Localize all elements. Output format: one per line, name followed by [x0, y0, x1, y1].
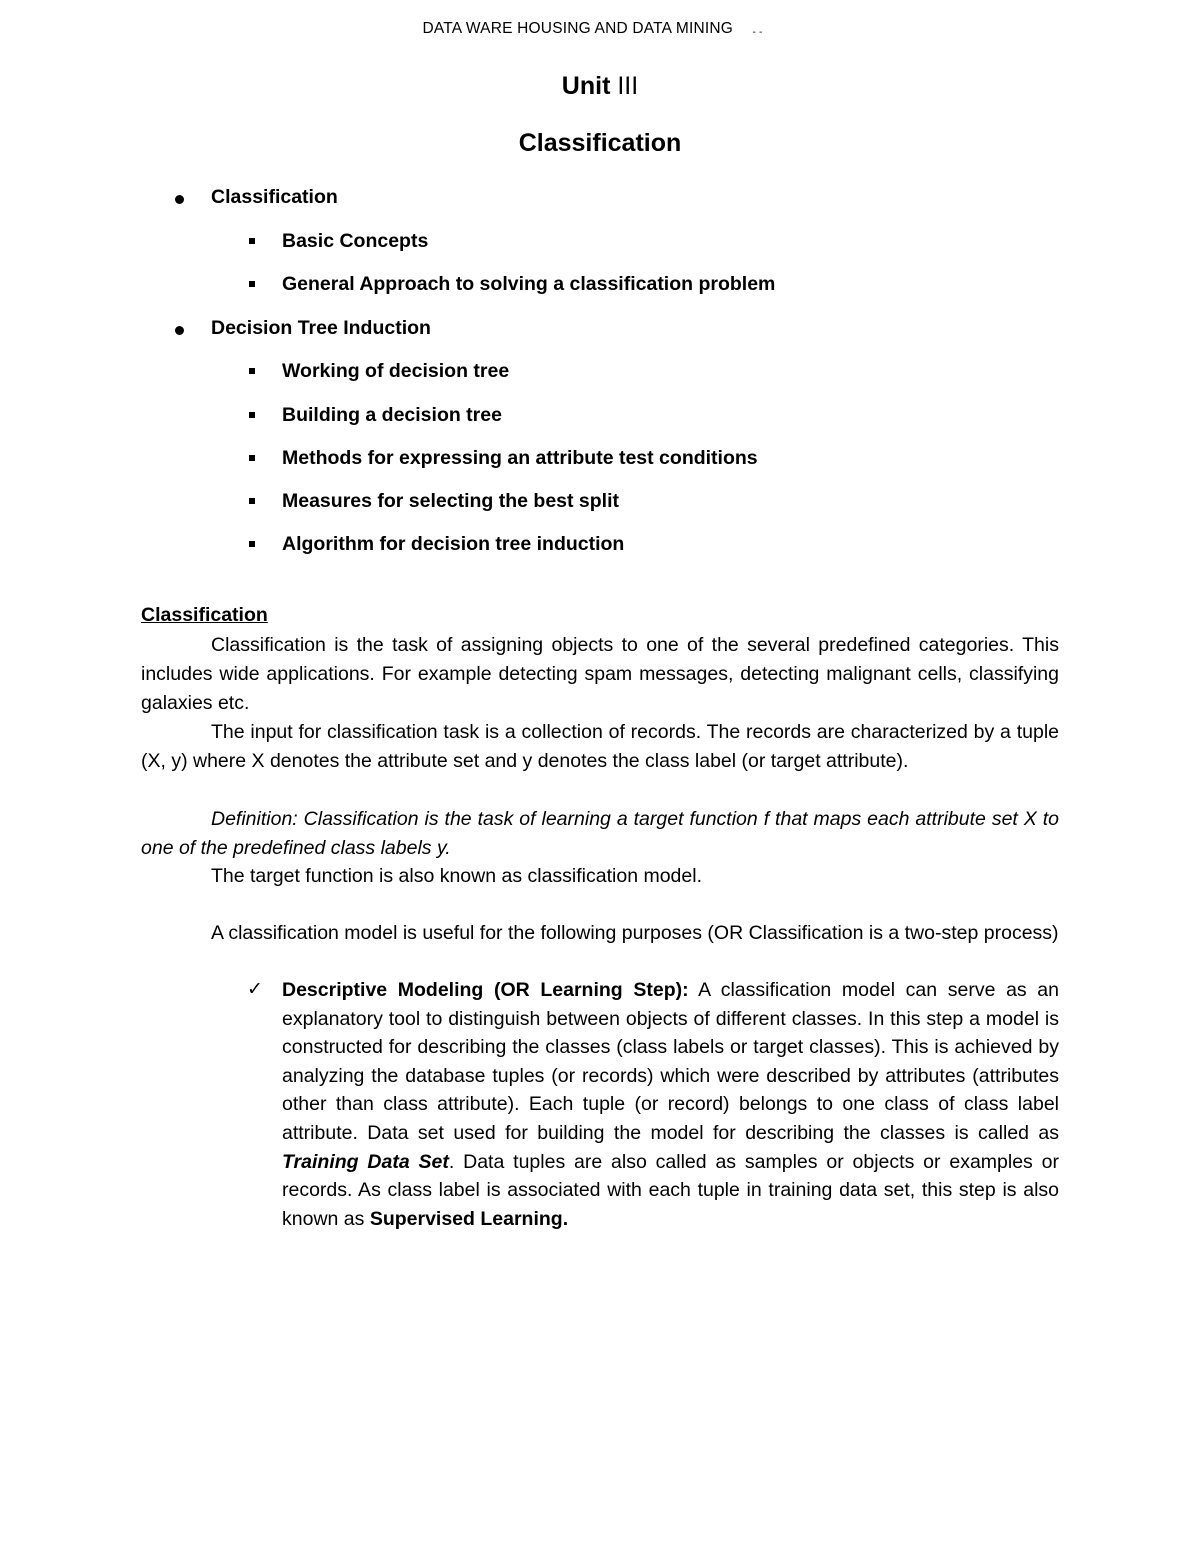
paragraph — [141, 718, 1059, 776]
section-heading: Classification — [141, 604, 268, 626]
bullet-square-icon — [249, 455, 255, 461]
paragraph — [141, 919, 1059, 948]
toc-item: Working of decision tree — [282, 360, 510, 382]
checkmark-icon: ✓ — [247, 979, 263, 1000]
header-marks: - - — [752, 27, 763, 38]
header-text: DATA WARE HOUSING AND DATA MINING — [422, 20, 734, 37]
bullet-dot-icon — [175, 326, 184, 335]
item-term: Training Data Set — [282, 1150, 449, 1173]
toc-section-decision-tree: Decision Tree Induction — [211, 317, 431, 339]
bullet-square-icon — [249, 238, 255, 244]
unit-title — [0, 72, 1200, 101]
toc-item: Measures for selecting the best split — [282, 490, 620, 512]
item-end: Supervised Learning. — [369, 1207, 569, 1230]
paragraph-text: Classification is the task of assigning objects to one of the several predefined categories. This includes wide applications. For example detecting spam messages, detecting malignant cells, classifying galaxies etc. — [141, 634, 1059, 714]
paragraph-text: A classification model is useful for the following purposes (OR Classification is a two-step process) — [211, 922, 1059, 944]
bullet-square-icon — [249, 368, 255, 374]
toc-item: Building a decision tree — [282, 404, 502, 426]
check-list-item — [282, 976, 1059, 1233]
bullet-dot-icon — [175, 195, 184, 204]
item-text: A classification model can serve as an explanatory tool to distinguish between objects of different classes. In this step a model is constructed for describing the classes (class labels or target classes). This is achieved by analyzing the database tuples (or records) which were described by attributes (attributes other than class attribute). Each tuple (or record) belongs to one class of class label attribute. Data set used for building the model for describing the classes is called as — [282, 979, 1059, 1144]
definition-text: Definition: Classification is the task of learning a target function f that maps each attribute set X to one of the predefined class labels y. — [141, 808, 1059, 859]
definition-paragraph — [141, 805, 1059, 863]
bullet-square-icon — [249, 541, 255, 547]
toc-item: Algorithm for decision tree induction — [282, 533, 625, 555]
toc-item: General Approach to solving a classification problem — [282, 273, 776, 295]
paragraph — [141, 862, 1059, 891]
unit-number: III — [617, 72, 639, 100]
toc-section-classification: Classification — [211, 186, 338, 208]
bullet-square-icon — [249, 412, 255, 418]
subject-title: Classification — [518, 129, 682, 157]
toc-item: Methods for expressing an attribute test conditions — [282, 447, 758, 469]
bullet-square-icon — [249, 498, 255, 504]
toc-item: Basic Concepts — [282, 230, 429, 252]
paragraph — [141, 631, 1059, 717]
bullet-square-icon — [249, 281, 255, 287]
paragraph-text: The target function is also known as classification model. — [211, 865, 702, 887]
unit-label: Unit — [561, 72, 611, 100]
page-header — [0, 20, 1200, 38]
item-text: . Data tuples are also called as samples or objects or examples or records. As class label is associated with each tuple in training data set, this step is also known as — [282, 1150, 1059, 1230]
item-lead: Descriptive Modeling (OR Learning Step): — [282, 979, 689, 1001]
paragraph-text: The input for classification task is a collection of records. The records are characterized by a tuple (X, y) where X denotes the attribute set and y denotes the class label (or target attribute). — [141, 721, 1059, 772]
